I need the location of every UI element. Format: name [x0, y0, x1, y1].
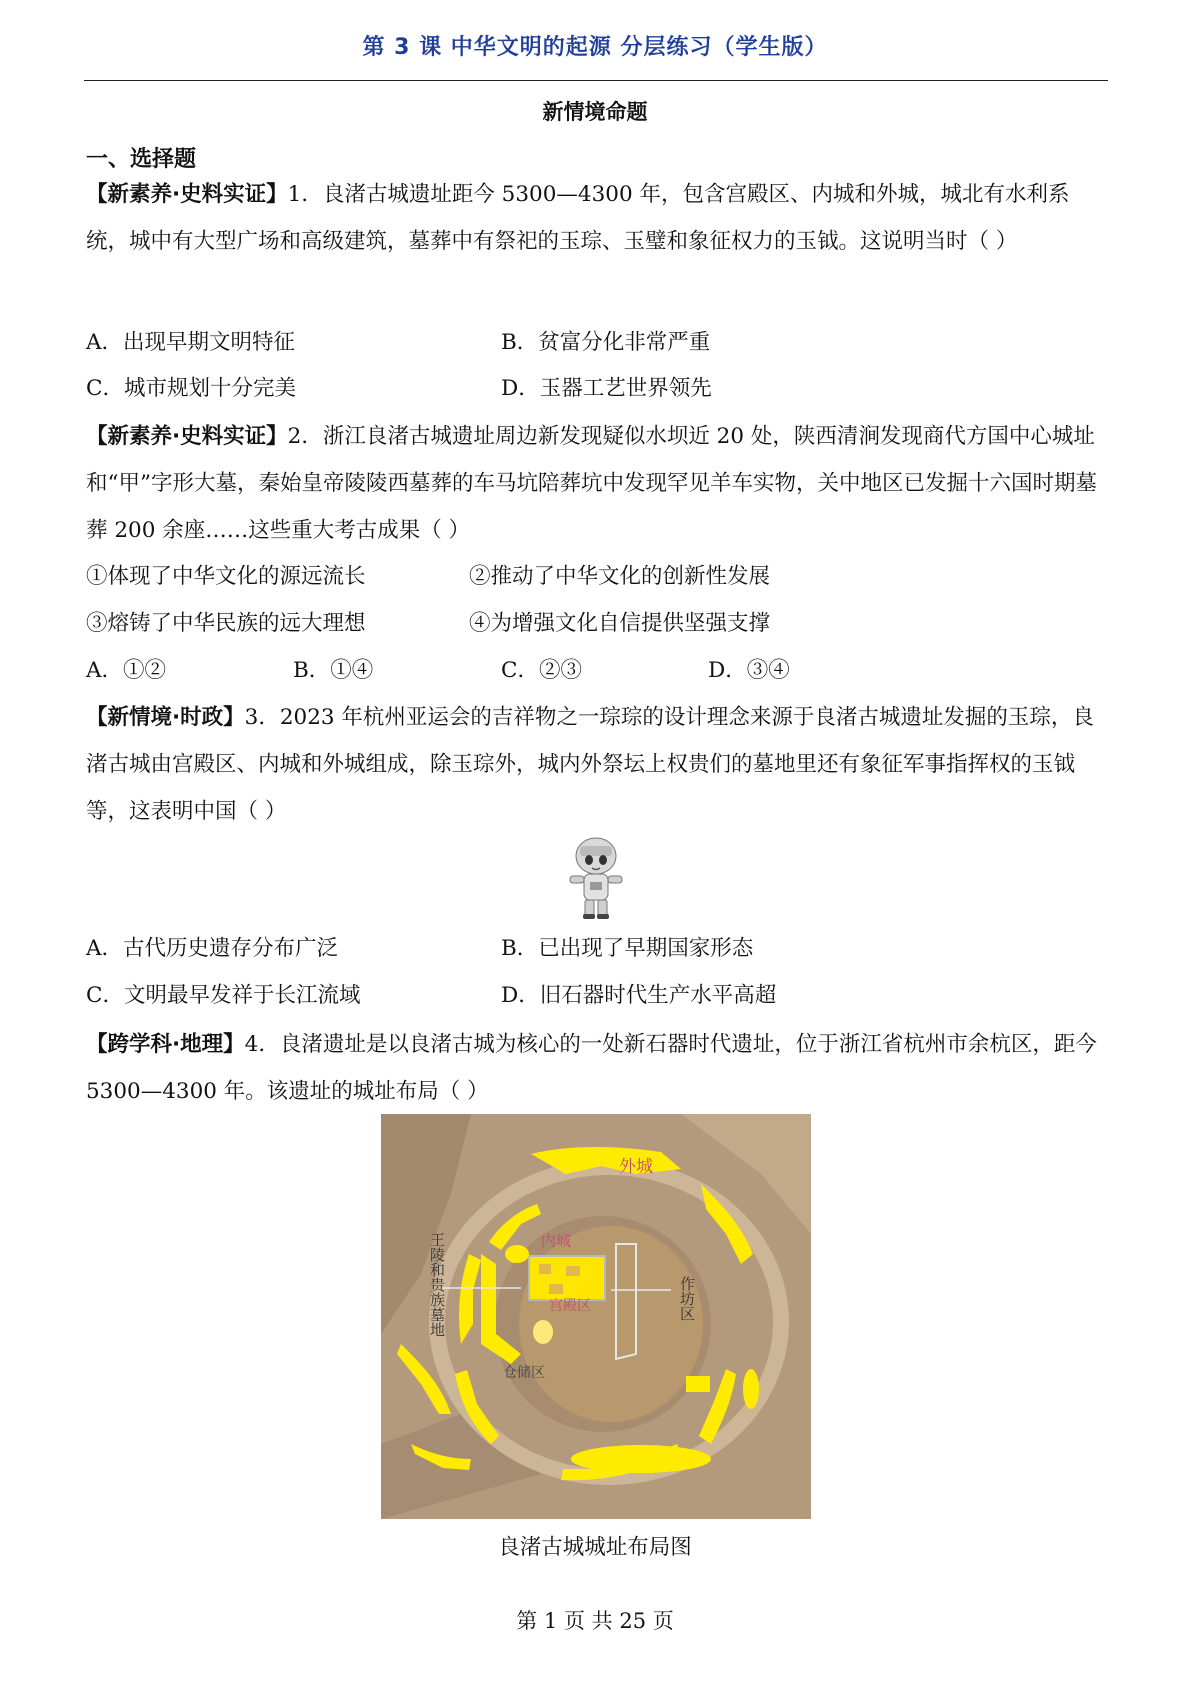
question-3-option-d[interactable]: D．旧石器时代生产水平高超 [501, 983, 777, 1008]
question-2-statement-3: ③熔铸了中华民族的远大理想 [86, 611, 366, 636]
page-header-title: 第 3 课 中华文明的起源 分层练习（学生版） [362, 35, 828, 60]
question-1 [86, 171, 1108, 265]
question-3-option-a[interactable]: A．古代历史遗存分布广泛 [86, 936, 339, 961]
question-2-option-d[interactable]: D．③④ [708, 658, 790, 683]
question-1-option-d[interactable]: D．玉器工艺世界领先 [501, 376, 712, 401]
question-3-option-b[interactable]: B．已出现了早期国家形态 [501, 936, 754, 961]
section-subtitle: 新情境命题 [542, 100, 648, 124]
question-2-statement-1: ①体现了中华文化的源远流长 [86, 564, 366, 589]
question-4 [86, 1021, 1108, 1115]
map-label-storage: 仓储区 [503, 1365, 545, 1381]
map-label-inner-city: 内城 [541, 1232, 572, 1250]
question-3-tag: 【新情境·时政】 [86, 705, 245, 730]
question-2-option-a[interactable]: A．①② [86, 658, 167, 683]
question-1-option-a[interactable]: A．出现早期文明特征 [86, 330, 296, 355]
page-footer: 第 1 页 共 25 页 [516, 1609, 674, 1633]
liangzhu-layout-map [381, 1114, 811, 1519]
question-2-statement-4: ④为增强文化自信提供坚强支撑 [469, 611, 771, 636]
question-2-statements-row-1 [86, 557, 1108, 597]
question-1-options-row-2 [86, 369, 1108, 409]
question-1-option-b[interactable]: B．贫富分化非常严重 [501, 330, 711, 355]
question-3-option-c[interactable]: C．文明最早发祥于长江流域 [86, 983, 361, 1008]
map-label-outer-city: 外城 [619, 1157, 653, 1177]
question-2-option-c[interactable]: C．②③ [501, 658, 582, 683]
question-1-options-row-1 [86, 323, 1108, 363]
question-2-text: 2．浙江良渚古城遗址周边新发现疑似水坝近 20 处，陕西清涧发现商代方国中心城址和“甲”字形大墓，秦始皇帝陵陵西墓葬的车马坑陪葬坑中发现罕见羊车实物，关中地区已发掘十六国时期墓葬 200 余座……这些重大考古成果（ ） [86, 424, 1097, 543]
question-1-tag: 【新素养·史料实证】 [86, 182, 288, 207]
question-3 [86, 694, 1108, 835]
question-2-tag: 【新素养·史料实证】 [86, 424, 288, 449]
question-4-tag: 【跨学科·地理】 [86, 1032, 245, 1057]
mascot-congcong-image [566, 836, 626, 921]
map-label-palace: 宫殿区 [549, 1298, 591, 1314]
question-3-options-row-1 [86, 929, 1108, 969]
question-2-statements-row-2 [86, 604, 1108, 644]
question-2 [86, 413, 1108, 554]
question-2-statement-2: ②推动了中华文化的创新性发展 [469, 564, 771, 589]
map-label-workshop: 作坊区 [678, 1276, 696, 1321]
question-2-option-b[interactable]: B．①④ [293, 658, 374, 683]
map-label-tombs: 王陵和贵族墓地 [428, 1232, 446, 1337]
question-1-text: 1．良渚古城遗址距今 5300—4300 年，包含宫殿区、内城和外城，城北有水利系统，城中有大型广场和高级建筑，墓葬中有祭祀的玉琮、玉璧和象征权力的玉钺。这说明当时（ ） [86, 182, 1070, 254]
question-1-option-c[interactable]: C．城市规划十分完美 [86, 376, 296, 401]
question-4-text: 4．良渚遗址是以良渚古城为核心的一处新石器时代遗址，位于浙江省杭州市余杭区，距今 5300—4300 年。该遗址的城址布局（ ） [86, 1032, 1097, 1104]
map-caption: 良渚古城城址布局图 [498, 1535, 692, 1560]
question-3-text: 3．2023 年杭州亚运会的吉祥物之一琮琮的设计理念来源于良渚古城遗址发掘的玉琮，良渚古城由宫殿区、内城和外城组成，除玉琮外，城内外祭坛上权贵们的墓地里还有象征军事指挥权的玉钺等，这表明中国（ ） [86, 705, 1094, 824]
section-heading: 一、选择题 [86, 147, 197, 172]
question-2-options [86, 651, 1108, 691]
header-rule [84, 80, 1108, 81]
question-3-options-row-2 [86, 976, 1108, 1016]
